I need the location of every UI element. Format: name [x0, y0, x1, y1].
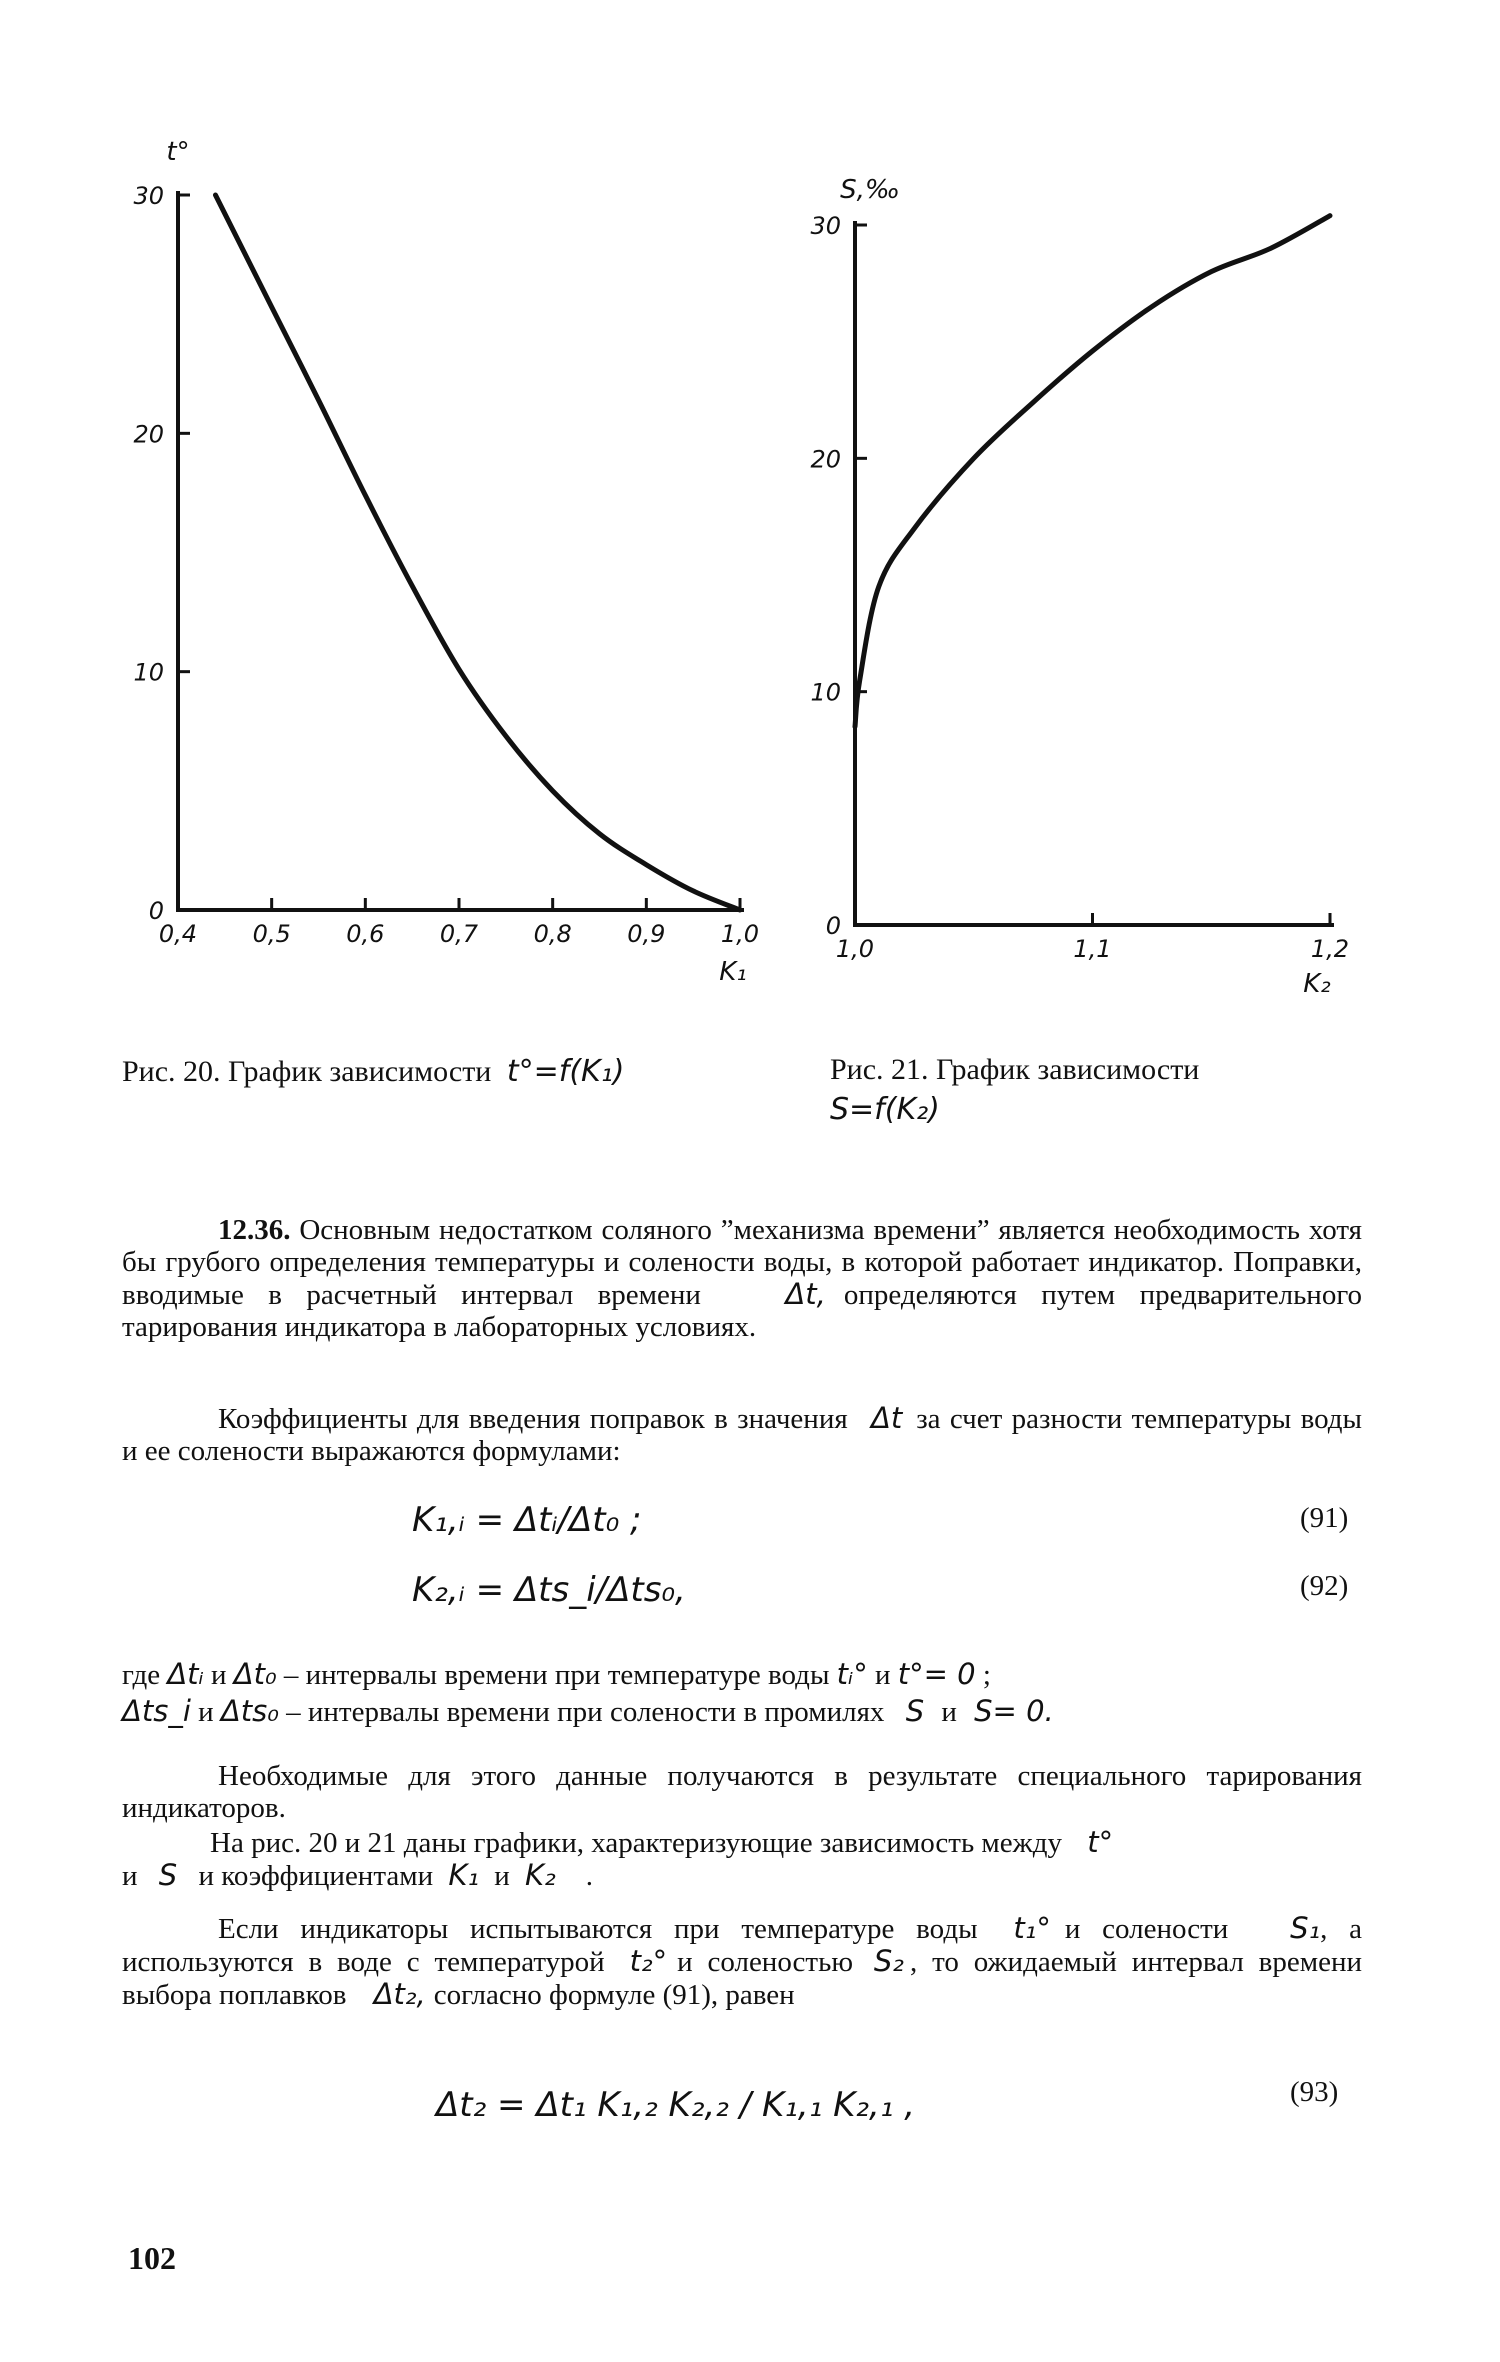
caption-fig21	[830, 1050, 1390, 1130]
where2-text-b: – интервалы времени при солености в промилях	[286, 1696, 885, 1728]
paragraph-coefficients	[122, 1402, 1362, 1467]
where1-and: и	[210, 1659, 227, 1691]
p4-text-c: и коэффициентами	[198, 1860, 434, 1892]
p4-symbol-2: S	[158, 1858, 178, 1892]
where1-symbol-2: Δt₀	[233, 1657, 277, 1691]
fig20-ytick-label: 30	[133, 182, 164, 210]
paragraph-tarirovanie	[122, 1760, 1362, 1824]
where2-symbol-2: Δts₀	[220, 1694, 279, 1728]
where1-symbol-3: tᵢ°	[836, 1657, 868, 1691]
p5-symbol-3: t₂°	[629, 1944, 668, 1978]
p5-symbol-1: t₁°	[1013, 1911, 1051, 1945]
p2-text-a: Коэффициенты для введения поправок в значения	[218, 1403, 848, 1435]
p5-symbol-4: S₂	[873, 1944, 904, 1978]
p3-text: Необходимые для этого данные получаются в результате специального тарирования индикаторов.	[122, 1760, 1362, 1824]
formula-93: Δt₂ = Δt₁ K₁,₂ K₂,₂ / K₁,₁ K₂,₁ ,	[436, 2085, 916, 2125]
formula-93-number: (93)	[1290, 2076, 1339, 2108]
page-number: 102	[128, 2240, 176, 2276]
where2-symbol-1: Δts_i	[122, 1694, 191, 1728]
fig21-ytick-label: 10	[810, 678, 841, 707]
where2-symbol-3: S	[905, 1694, 925, 1728]
fig21-ytick-label: 30	[810, 212, 841, 240]
p4-text-b: и	[122, 1860, 138, 1892]
where1-symbol-1: Δtᵢ	[167, 1657, 204, 1691]
p4-symbol-3: K₁	[448, 1858, 480, 1892]
caption-fig20	[122, 1052, 624, 1092]
p1-symbol: Δt,	[785, 1277, 826, 1311]
caption-fig21-prefix: Рис. 21. График зависимости	[830, 1053, 1200, 1086]
fig21-xtick-label: 1,0	[835, 935, 875, 963]
paragraph-12-36	[122, 1214, 1362, 1343]
fig20-xtick-label: 0,6	[346, 920, 385, 948]
fig20-ytick-label: 20	[133, 420, 164, 449]
fig20-ylabel: t°	[166, 137, 190, 167]
p4-text-e: .	[585, 1860, 593, 1892]
p5-text-b: и солености	[1064, 1913, 1229, 1945]
p4-text-d: и	[494, 1860, 510, 1892]
fig21-ytick-label: 0	[825, 912, 841, 940]
fig21-xtick-label: 1,1	[1073, 935, 1112, 963]
fig20-xtick-label: 0,5	[252, 920, 291, 948]
caption-fig20-prefix: Рис. 20. График зависимости	[122, 1055, 492, 1088]
p5-text-e: , то ожидаемый интервал времени выбора поплавков	[122, 1946, 1363, 2011]
p4-symbol-4: K₂	[525, 1858, 556, 1892]
formula-91-number: (91)	[1300, 1502, 1349, 1534]
p4-text-a: На рис. 20 и 21 даны графики, характеризующие зависимость между	[210, 1827, 1062, 1859]
p5-symbol-5: Δt₂,	[373, 1977, 426, 2011]
fig20-xtick-label: 0,8	[533, 920, 572, 948]
where1-and-2: и	[874, 1659, 891, 1691]
p4-symbol-1: t°	[1087, 1825, 1114, 1859]
paragraph-where	[122, 1656, 1362, 1730]
paragraph-figures	[122, 1826, 1362, 1892]
fig20-xtick-label: 1,0	[720, 920, 760, 948]
p5-text-f: согласно формуле (91), равен	[433, 1979, 795, 2011]
caption-fig21-formula: S=f(K₂)	[830, 1092, 940, 1127]
fig21-ylabel: S,‰	[840, 175, 900, 205]
fig20-ytick-label: 0	[148, 897, 164, 925]
fig21-axes	[855, 221, 1334, 925]
fig21-series-line	[855, 216, 1330, 727]
formula-92: K₂,ᵢ = Δts_i/Δts₀,	[412, 1570, 686, 1610]
p5-text-a: Если индикаторы испытываются при температуре воды	[218, 1913, 978, 1945]
fig20-xtick-label: 0,9	[627, 920, 666, 948]
where2-and-2: и	[941, 1696, 957, 1728]
where2-symbol-4: S= 0.	[974, 1694, 1054, 1728]
p5-text-c: , а используются в воде с температурой	[122, 1913, 1363, 1978]
p1-text-a: Основным недостатком соляного ”механизма времени” является необходимость хотя бы грубого определения температуры и солености воды, в которой работает индикатор. Поправки, вводимые в расчетный интервал времени	[122, 1214, 1362, 1311]
paragraph-expected-interval	[122, 1912, 1362, 2011]
where1-text-b: – интервалы времени при температуре воды	[283, 1659, 830, 1691]
chart-fig21	[0, 0, 1500, 1060]
formula-92-number: (92)	[1300, 1570, 1349, 1602]
p5-text-d: и соленостью	[677, 1946, 853, 1978]
fig20-xtick-label: 0,4	[158, 920, 198, 948]
caption-fig20-formula: t°=f(K₁)	[506, 1054, 625, 1089]
fig21-xtick-label: 1,2	[1310, 935, 1350, 963]
p5-symbol-2: S₁	[1290, 1911, 1321, 1945]
fig20-xtick-label: 0,7	[439, 920, 479, 948]
section-number: 12.36.	[218, 1214, 291, 1246]
where2-and: и	[198, 1696, 214, 1728]
p1-text-b: определяются путем предварительного тарирования индикатора в лабораторных условиях.	[122, 1279, 1362, 1343]
p2-symbol: Δt	[871, 1401, 903, 1435]
fig20-ytick-label: 10	[133, 658, 164, 687]
formula-91: K₁,ᵢ = Δtᵢ/Δt₀ ;	[412, 1500, 642, 1540]
where1-symbol-4: t°= 0	[897, 1657, 976, 1691]
where1-text-a: где	[122, 1659, 161, 1691]
p2-text-b: за счет разности температуры воды и ее солености выражаются формулами:	[122, 1403, 1362, 1467]
fig20-xlabel: K₁	[719, 957, 747, 987]
where1-end: ;	[982, 1659, 991, 1691]
fig21-ytick-label: 20	[810, 445, 841, 474]
fig21-xlabel: K₂	[1303, 969, 1331, 999]
